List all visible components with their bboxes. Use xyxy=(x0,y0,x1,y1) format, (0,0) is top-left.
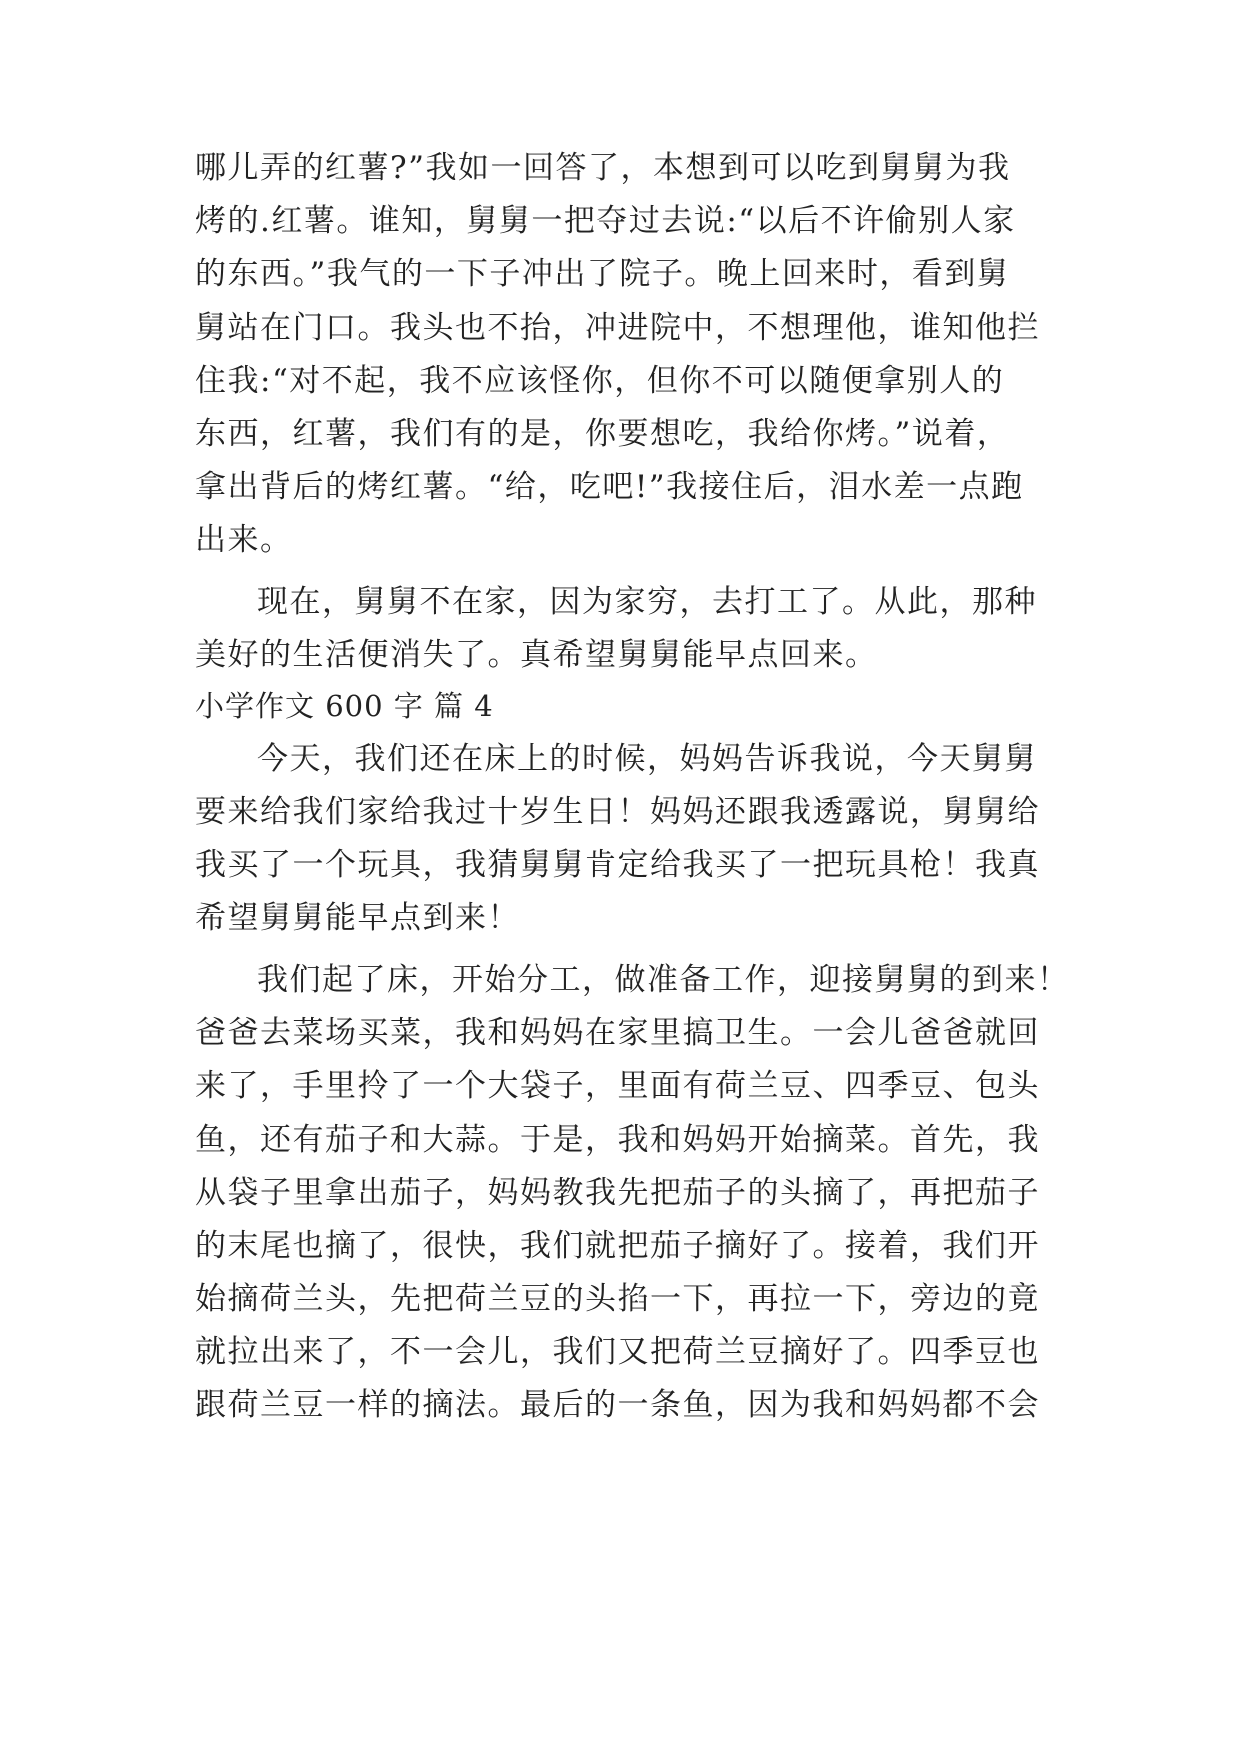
text-line: 就拉出来了，不一会儿，我们又把荷兰豆摘好了。四季豆也 xyxy=(195,1334,1040,1370)
text-line: 东西，红薯，我们有的是，你要想吃，我给你烤。”说着， xyxy=(195,416,1010,452)
section-heading: 小学作文 600 字 篇 4 xyxy=(195,689,494,723)
paragraph-first-line: 今天，我们还在床上的时候，妈妈告诉我说，今天舅舅 xyxy=(257,741,1037,777)
text-line: 希望舅舅能早点到来！ xyxy=(195,900,520,936)
text-line: 来了，手里拎了一个大袋子，里面有荷兰豆、四季豆、包头 xyxy=(195,1068,1040,1104)
paragraph-first-line: 我们起了床，开始分工，做准备工作，迎接舅舅的到来！ xyxy=(257,962,1070,998)
text-line: 烤的.红薯。谁知，舅舅一把夺过去说:“以后不许偷别人家 xyxy=(195,203,1016,239)
text-line: 鱼，还有茄子和大蒜。于是，我和妈妈开始摘菜。首先，我 xyxy=(195,1122,1040,1158)
text-line: 我买了一个玩具，我猜舅舅肯定给我买了一把玩具枪！我真 xyxy=(195,847,1040,883)
text-line: 哪儿弄的红薯?”我如一回答了，本想到可以吃到舅舅为我 xyxy=(195,150,1011,186)
text-line: 始摘荷兰头，先把荷兰豆的头掐一下，再拉一下，旁边的竟 xyxy=(195,1281,1040,1317)
text-line: 的东西。”我气的一下子冲出了院子。晚上回来时，看到舅 xyxy=(195,256,1010,292)
text-line: 舅站在门口。我头也不抬，冲进院中，不想理他，谁知他拦 xyxy=(195,310,1040,346)
text-line: 拿出背后的烤红薯。“给，吃吧!”我接住后，泪水差一点跑 xyxy=(195,469,1024,505)
text-line: 住我:“对不起，我不应该怪你，但你不可以随便拿别人的 xyxy=(195,363,1005,399)
paragraph-first-line: 现在，舅舅不在家，因为家穷，去打工了。从此，那种 xyxy=(257,584,1037,620)
text-line: 爸爸去菜场买菜，我和妈妈在家里搞卫生。一会儿爸爸就回 xyxy=(195,1015,1040,1051)
text-line: 要来给我们家给我过十岁生日！妈妈还跟我透露说，舅舅给 xyxy=(195,794,1040,830)
text-line: 从袋子里拿出茄子，妈妈教我先把茄子的头摘了，再把茄子 xyxy=(195,1175,1040,1211)
text-line: 的末尾也摘了，很快，我们就把茄子摘好了。接着，我们开 xyxy=(195,1228,1040,1264)
text-line: 美好的生活便消失了。真希望舅舅能早点回来。 xyxy=(195,637,878,673)
text-line: 跟荷兰豆一样的摘法。最后的一条鱼，因为我和妈妈都不会 xyxy=(195,1387,1040,1423)
text-line: 出来。 xyxy=(195,522,293,558)
